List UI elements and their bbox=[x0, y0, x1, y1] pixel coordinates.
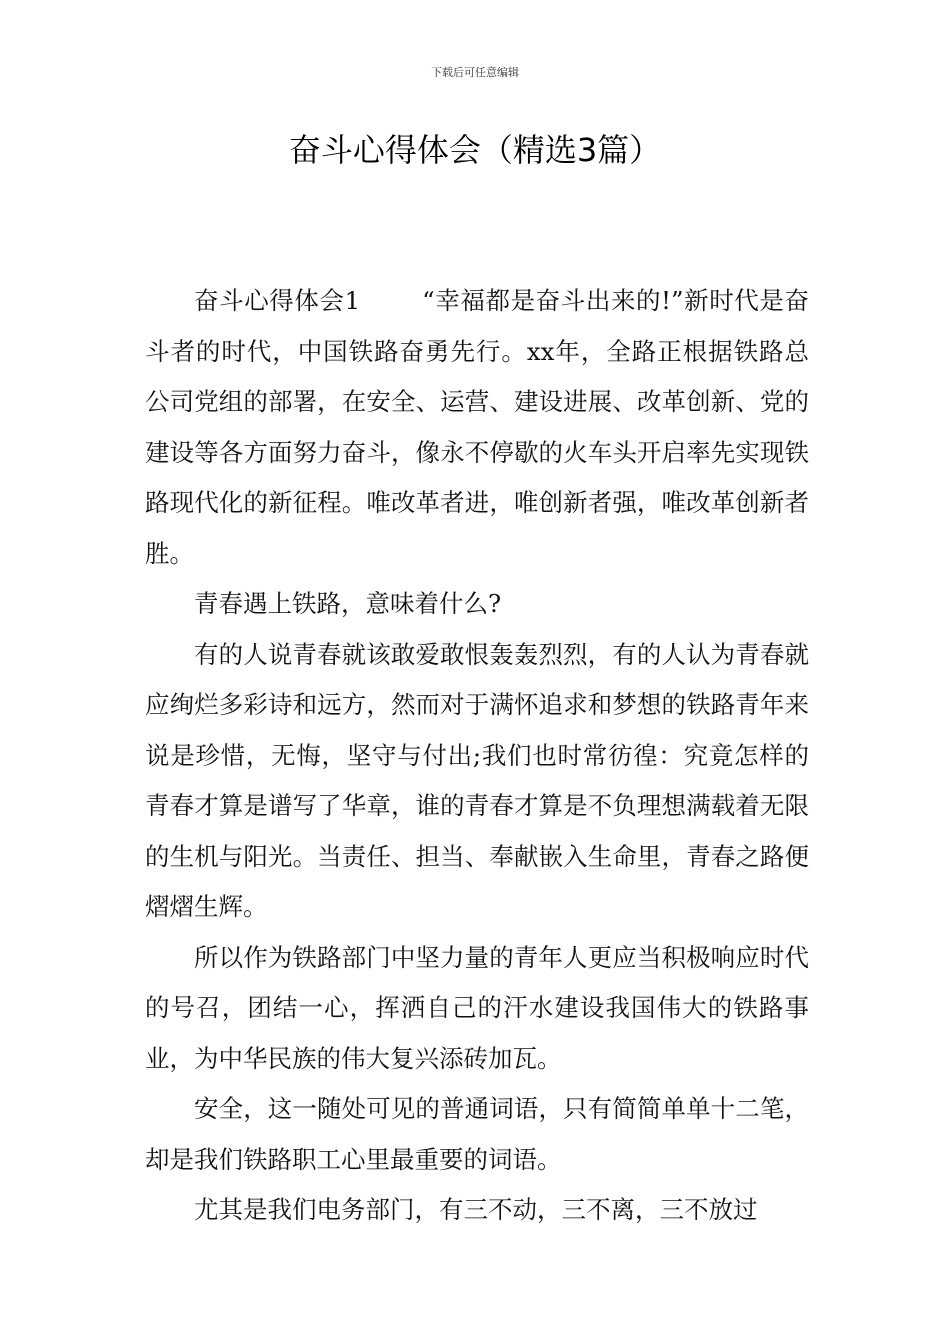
header-note: 下载后可任意编辑 bbox=[431, 66, 519, 79]
paragraph-5: 安全，这一随处可见的普通词语，只有简简单单十二笔，却是我们铁路职工心里最重要的词语。 bbox=[145, 1094, 809, 1174]
paragraph-1 bbox=[145, 276, 809, 579]
section-heading: 奋斗心得体会1 bbox=[194, 286, 361, 315]
document-body bbox=[145, 276, 809, 1236]
paragraph-6: 尤其是我们电务部门，有三不动，三不离，三不放过 bbox=[194, 1195, 758, 1224]
document-title: 奋斗心得体会（精选3篇） bbox=[288, 131, 662, 169]
paragraph-1-text: “幸福都是奋斗出来的!”新时代是奋斗者的时代，中国铁路奋勇先行。xx年，全路正根据铁路总公司党组的部署，在安全、运营、建设进展、改革创新、党的建设等各方面努力奋斗，像永不停歇的火车头开启率先实现铁路现代化的新征程。唯改革者进，唯创新者强，唯改革创新者胜。 bbox=[145, 286, 809, 568]
paragraph-3: 有的人说青春就该敢爱敢恨轰轰烈烈，有的人认为青春就应绚烂多彩诗和远方，然而对于满怀追求和梦想的铁路青年来说是珍惜，无悔，坚守与付出;我们也时常彷徨：究竟怎样的青春才算是谱写了华章，谁的青春才算是不负理想满载着无限的生机与阳光。当责任、担当、奉献嵌入生命里，青春之路便熠熠生辉。 bbox=[145, 639, 809, 921]
paragraph-4: 所以作为铁路部门中坚力量的青年人更应当积极响应时代的号召，团结一心，挥洒自己的汗水建设我国伟大的铁路事业，为中华民族的伟大复兴添砖加瓦。 bbox=[145, 942, 809, 1073]
paragraph-2: 青春遇上铁路，意味着什么? bbox=[194, 589, 502, 618]
